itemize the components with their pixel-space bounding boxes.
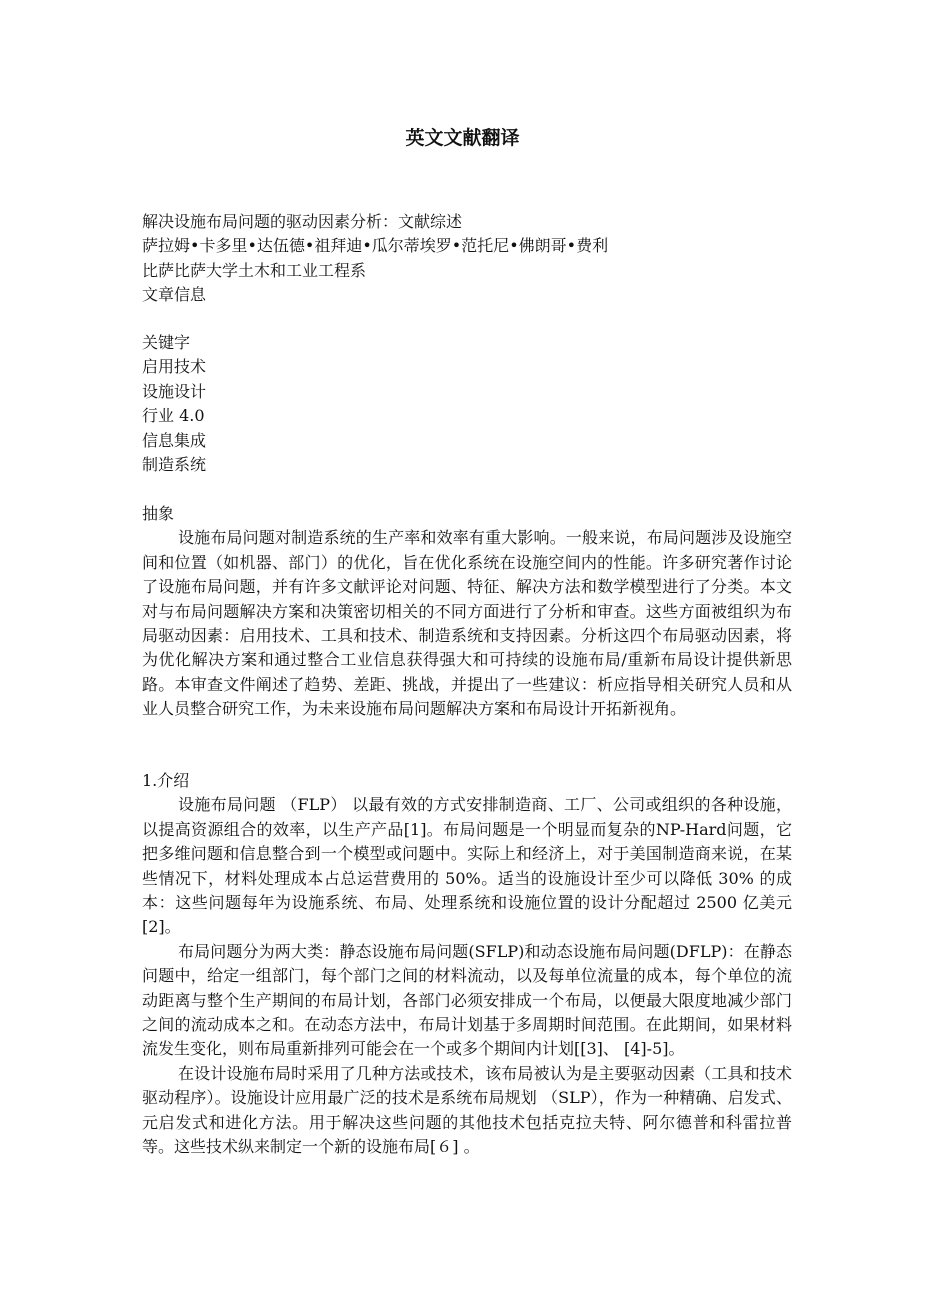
keyword-item: 制造系统 [142,455,207,475]
keyword-item: 启用技术 [142,357,207,377]
intro-paragraph: 设施布局问题 （FLP） 以最有效的方式安排制造商、工厂、公司或组织的各种设施，以提高资源组合的效率，以生产产品[1]。布局问题是一个明显而复杂的NP-Hard问题，它把多维问题和信息整合到一个模型或问题中。实际上和经济上，对于美国制造商来说，在某些情况下，材料处理成本占总运营费用的 50%。适当的设施设计至少可以降低 30% 的成本：这些问题每年为设施系统、布局、处理系统和设施位置的设计分配超过 2500 亿美元[2]。 [142,795,792,937]
paper-title: 解决设施布局问题的驱动因素分析：文献综述 [142,212,463,231]
abstract-text: 设施布局问题对制造系统的生产率和效率有重大影响。一般来说，布局问题涉及设施空间和位置（如机器、部门）的优化，旨在优化系统在设施空间内的性能。许多研究著作讨论了设施布局问题，并有许多文献评论对问题、特征、解决方法和数学模型进行了分类。本文对与布局问题解决方案和决策密切相关的不同方面进行了分析和审查。这些方面被组织为布局驱动因素：启用技术、工具和技术、制造系统和支持因素。分析这四个布局驱动因素，将为优化解决方案和通过整合工业信息获得强大和可持续的设施布局/重新布局设计提供新思路。本审查文件阐述了趋势、差距、挑战，并提出了一些建议：析应指导相关研究人员和从业人员整合研究工作，为未来设施布局问题解决方案和布局设计开拓新视角。 [142,528,792,719]
keyword-item: 行业 4.0 [142,406,205,426]
article-info-label: 文章信息 [142,285,207,305]
keywords-heading: 关键字 [142,333,191,352]
intro-paragraph: 在设计设施布局时采用了几种方法或技术，该布局被认为是主要驱动因素（工具和技术驱动程序）。设施设计应用最广泛的技术是系统布局规划 （SLP），作为一种精确、启发式、元启发式和进化方法。用于解决这些问题的其他技术包括克拉夫特、阿尔德普和科雷拉普等。这些技术纵来制定一个新的设施布局[６] 。 [142,1063,792,1157]
keyword-item: 设施设计 [142,381,207,401]
keywords-section [142,331,792,477]
paper-affiliation: 比萨比萨大学土木和工业工程系 [142,260,367,280]
paper-meta [142,210,792,308]
keyword-item: 信息集成 [142,430,207,450]
intro-paragraph: 布局问题分为两大类：静态设施布局问题(SFLP)和动态设施布局问题(DFLP)：在静态问题中，给定一组部门，每个部门之间的材料流动，以及每单位流量的成本，每个单位的流动距离与整个生产期间的布局计划，各部门必须安排成一个布局，以便最大限度地减少部门之间的流动成本之和。在动态方法中，布局计划基于多周期时间范围。在此期间，如果材料流发生变化，则布局重新排列可能会在一个或多个期间内计划[[3]、 [4]-5]。 [142,941,792,1059]
page-title: 英文文献翻译 [405,127,520,149]
intro-heading: 1.介绍 [142,771,190,790]
intro-section [142,769,792,1160]
paper-authors: 萨拉姆•卡多里•达伍德•祖拜迪•瓜尔蒂埃罗•范托尼•佛朗哥•费利 [142,236,609,256]
abstract-section [142,502,792,722]
abstract-heading: 抽象 [142,504,175,523]
